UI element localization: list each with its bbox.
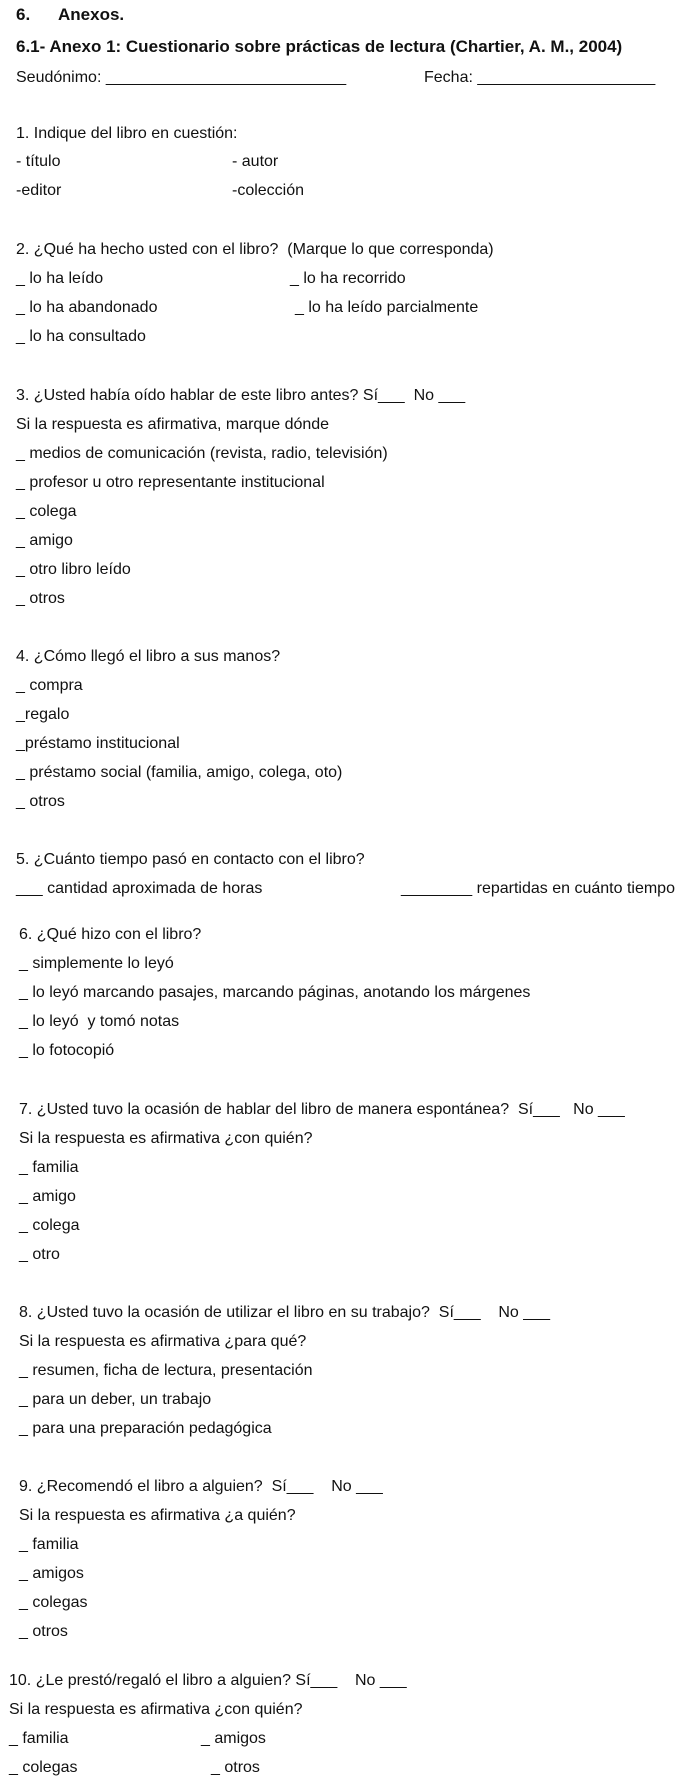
q9-followup: Si la respuesta es afirmativa ¿a quién? (19, 1507, 296, 1524)
q4-option: _préstamo institucional (16, 735, 180, 752)
q1-editor: -editor (16, 182, 62, 199)
q8-option: _ para un deber, un trabajo (19, 1391, 212, 1408)
section-title: Anexos. (58, 5, 125, 24)
q4-option: _ préstamo social (familia, amigo, colega, oto) (16, 764, 343, 781)
q1-coleccion: -colección (232, 182, 305, 199)
q7-followup: Si la respuesta es afirmativa ¿con quién? (19, 1130, 313, 1147)
question-5-prompt: 5. ¿Cuánto tiempo pasó en contacto con el libro? (16, 851, 365, 868)
question-9-prompt: 9. ¿Recomendó el libro a alguien? Sí___ No ___ (19, 1478, 383, 1495)
q8-option: _ para una preparación pedagógica (19, 1420, 272, 1437)
q2-option-parcial: _ lo ha leído parcialmente (295, 299, 479, 316)
q6-option: _ lo fotocopió (19, 1042, 115, 1059)
q1-autor: - autor (232, 153, 279, 170)
q2-option-consultado: _ lo ha consultado (16, 328, 146, 345)
question-10-prompt: 10. ¿Le prestó/regaló el libro a alguien? Sí___ No ___ (9, 1672, 407, 1689)
q10-option-familia: _ familia (9, 1730, 69, 1747)
q3-option: _ medios de comunicación (revista, radio, televisión) (16, 445, 388, 462)
q4-option: _ otros (16, 793, 65, 810)
q2-option-recorrido: _ lo ha recorrido (290, 270, 406, 287)
q2-option-abandonado: _ lo ha abandonado (16, 299, 158, 316)
q9-option: _ otros (19, 1623, 68, 1640)
q10-option-amigos: _ amigos (201, 1730, 266, 1747)
q10-option-colegas: _ colegas (9, 1759, 78, 1776)
q1-titulo: - título (16, 153, 61, 170)
q7-option: _ otro (19, 1246, 60, 1263)
q6-option: _ simplemente lo leyó (19, 955, 174, 972)
q10-followup: Si la respuesta es afirmativa ¿con quién? (9, 1701, 303, 1718)
question-7-prompt: 7. ¿Usted tuvo la ocasión de hablar del libro de manera espontánea? Sí___ No ___ (19, 1101, 625, 1118)
q4-option: _ compra (16, 677, 83, 694)
q3-option: _ colega (16, 503, 77, 520)
section-number: 6. (16, 5, 31, 24)
question-2-prompt: 2. ¿Qué ha hecho usted con el libro? (Marque lo que corresponda) (16, 241, 494, 258)
q9-option: _ amigos (19, 1565, 84, 1582)
annex-title: 6.1- Anexo 1: Cuestionario sobre prácticas de lectura (Chartier, A. M., 2004) (16, 37, 623, 56)
q3-option: _ amigo (16, 532, 73, 549)
question-4-prompt: 4. ¿Cómo llegó el libro a sus manos? (16, 648, 281, 665)
q7-option: _ familia (19, 1159, 79, 1176)
q2-option-leido: _ lo ha leído (16, 270, 104, 287)
q9-option: _ colegas (19, 1594, 88, 1611)
q4-option: _regalo (16, 706, 70, 723)
q10-option-otros: _ otros (211, 1759, 260, 1776)
date-field: Fecha: ____________________ (424, 69, 656, 86)
q9-option: _ familia (19, 1536, 79, 1553)
q3-followup: Si la respuesta es afirmativa, marque dónde (16, 416, 330, 433)
q5-period: ________ repartidas en cuánto tiempo (401, 880, 675, 897)
q7-option: _ amigo (19, 1188, 76, 1205)
q3-option: _ otros (16, 590, 65, 607)
q7-option: _ colega (19, 1217, 80, 1234)
pseudonym-field: Seudónimo: ___________________________ (16, 69, 347, 86)
q3-option: _ otro libro leído (16, 561, 131, 578)
q3-option: _ profesor u otro representante institucional (16, 474, 325, 491)
q8-followup: Si la respuesta es afirmativa ¿para qué? (19, 1333, 307, 1350)
q8-option: _ resumen, ficha de lectura, presentación (19, 1362, 313, 1379)
question-1-prompt: 1. Indique del libro en cuestión: (16, 125, 238, 142)
q5-hours: ___ cantidad aproximada de horas (16, 880, 263, 897)
question-8-prompt: 8. ¿Usted tuvo la ocasión de utilizar el libro en su trabajo? Sí___ No ___ (19, 1304, 550, 1321)
q6-option: _ lo leyó marcando pasajes, marcando páginas, anotando los márgenes (19, 984, 531, 1001)
question-3-prompt: 3. ¿Usted había oído hablar de este libro antes? Sí___ No ___ (16, 387, 466, 404)
q6-option: _ lo leyó y tomó notas (19, 1013, 180, 1030)
question-6-prompt: 6. ¿Qué hizo con el libro? (19, 926, 202, 943)
